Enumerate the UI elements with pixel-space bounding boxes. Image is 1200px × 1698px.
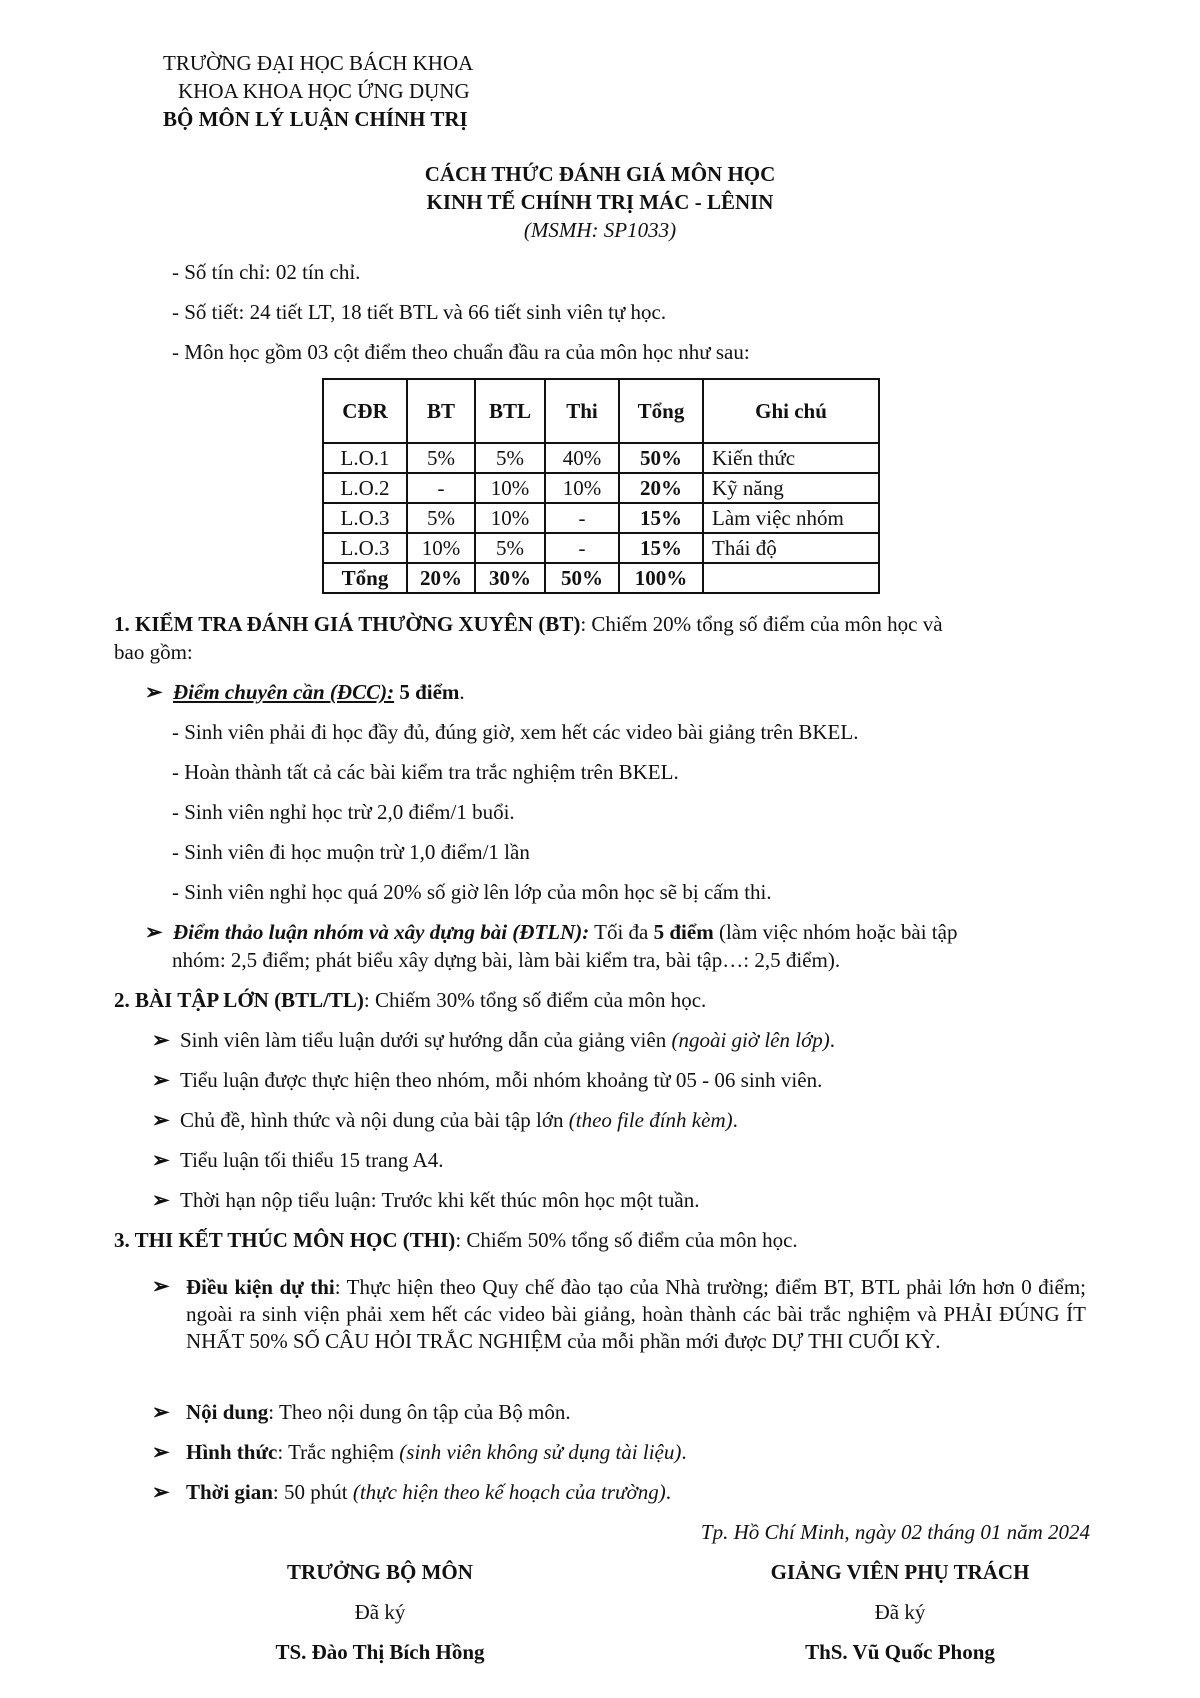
table-cell: Kỹ năng	[703, 473, 879, 503]
dtln-pre: Tối đa	[589, 920, 654, 944]
table-cell: -	[545, 533, 619, 563]
btl-item-note: (theo file đính kèm)	[568, 1108, 733, 1132]
arrow-bullet-icon: ➢	[152, 1068, 170, 1092]
table-cell: 100%	[619, 563, 703, 593]
table-cell: L.O.1	[323, 443, 407, 473]
table-header-row	[323, 379, 879, 443]
section1-heading-cont: bao gồm:	[114, 640, 193, 664]
exam-content	[152, 1400, 571, 1425]
table-row	[323, 503, 879, 533]
time-label: Thời gian	[186, 1480, 273, 1504]
dcc-label: Điểm chuyên cần (ĐCC):	[173, 680, 395, 704]
col-header: CĐR	[323, 379, 407, 443]
table-cell: 15%	[619, 503, 703, 533]
credits-line: - Số tín chỉ: 02 tín chỉ.	[172, 260, 361, 284]
table-cell: Kiến thức	[703, 443, 879, 473]
left-signer-name: TS. Đào Thị Bích Hồng	[275, 1640, 485, 1664]
grade-table	[322, 378, 880, 594]
table-cell: L.O.2	[323, 473, 407, 503]
section3-heading-rest: : Chiếm 50% tổng số điểm của môn học.	[455, 1228, 798, 1252]
left-signed-note: Đã ký	[354, 1600, 406, 1624]
section2-heading: 2. BÀI TẬP LỚN (BTL/TL)	[114, 988, 364, 1012]
grade-columns-line: - Môn học gồm 03 cột điểm theo chuẩn đầu ra của môn học như sau:	[172, 340, 750, 364]
btl-item-text: Tiểu luận được thực hiện theo nhóm, mỗi nhóm khoảng từ 05 - 06 sinh viên.	[180, 1068, 823, 1092]
faculty-name: KHOA KHOA HỌC ỨNG DỤNG	[178, 79, 470, 103]
content-label: Nội dung	[186, 1400, 269, 1424]
table-cell: -	[407, 473, 475, 503]
department-name: BỘ MÔN LÝ LUẬN CHÍNH TRỊ	[163, 107, 468, 131]
btl-item-text: Chủ đề, hình thức và nội dung của bài tập lớn	[180, 1108, 569, 1132]
table-cell: 20%	[619, 473, 703, 503]
arrow-bullet-icon: ➢	[152, 1028, 170, 1052]
time-text: : 50 phút	[272, 1480, 353, 1504]
col-header: BTL	[475, 379, 545, 443]
arrow-bullet-icon: ➢	[145, 920, 163, 944]
btl-item-text: Tiểu luận tối thiểu 15 trang A4.	[180, 1148, 444, 1172]
arrow-bullet-icon: ➢	[152, 1400, 170, 1424]
exam-form: ➢ Hình thức: Trắc nghiệm (sinh viên không sử dụng tài liệu).	[152, 1440, 687, 1464]
arrow-bullet-icon: ➢	[152, 1440, 170, 1464]
table-cell: 15%	[619, 533, 703, 563]
table-row	[323, 443, 879, 473]
table-cell: 5%	[407, 503, 475, 533]
table-cell: 5%	[407, 443, 475, 473]
section3-heading: 3. THI KẾT THÚC MÔN HỌC (THI)	[114, 1228, 456, 1252]
periods-line: - Số tiết: 24 tiết LT, 18 tiết BTL và 66 tiết sinh viên tự học.	[172, 300, 667, 324]
table-cell: 10%	[407, 533, 475, 563]
doc-title-line2: KINH TẾ CHÍNH TRỊ MÁC - LÊNIN	[426, 190, 774, 214]
btl-item: ➢ Sinh viên làm tiểu luận dưới sự hướng dẫn của giảng viên (ngoài giờ lên lớp).	[152, 1028, 836, 1052]
time-note: (thực hiện theo kế hoạch của trường)	[352, 1480, 666, 1504]
table-cell: 10%	[475, 473, 545, 503]
right-signer-name: ThS. Vũ Quốc Phong	[805, 1640, 995, 1664]
arrow-bullet-icon: ➢	[152, 1480, 170, 1504]
table-cell: L.O.3	[323, 533, 407, 563]
section1-heading: 1. KIỂM TRA ĐÁNH GIÁ THƯỜNG XUYÊN (BT)	[114, 612, 581, 636]
table-cell: Làm việc nhóm	[703, 503, 879, 533]
table-cell: 5%	[475, 443, 545, 473]
right-signer-title: GIẢNG VIÊN PHỤ TRÁCH	[770, 1560, 1030, 1584]
dcc-item: - Hoàn thành tất cả các bài kiểm tra trắc nghiệm trên BKEL.	[172, 760, 679, 784]
col-header: Tổng	[619, 379, 703, 443]
section3-heading-line	[114, 1228, 798, 1253]
table-cell: L.O.3	[323, 503, 407, 533]
section2-heading-rest: : Chiếm 30% tổng số điểm của môn học.	[363, 988, 707, 1012]
table-total-row	[323, 563, 879, 593]
dcc-item: - Sinh viên đi học muộn trừ 1,0 điểm/1 lần	[172, 840, 530, 864]
form-label: Hình thức	[186, 1440, 278, 1464]
arrow-bullet-icon: ➢	[152, 1108, 170, 1132]
dcc-item: - Sinh viên nghỉ học trừ 2,0 điểm/1 buổi.	[172, 800, 515, 824]
content-text: : Theo nội dung ôn tập của Bộ môn.	[268, 1400, 571, 1424]
table-row	[323, 473, 879, 503]
dtln-value: 5 điểm	[653, 920, 714, 944]
cond-label: Điều kiện dự thi	[186, 1275, 335, 1299]
col-header: Thi	[545, 379, 619, 443]
dtln-rest: (làm việc nhóm hoặc bài tập	[713, 920, 958, 944]
col-header: BT	[407, 379, 475, 443]
dcc-item: - Sinh viên phải đi học đầy đủ, đúng giờ, xem hết các video bài giảng trên BKEL.	[172, 720, 859, 744]
section2-heading-line	[114, 988, 706, 1013]
dcc-value: 5 điểm	[399, 680, 460, 704]
btl-item	[152, 1068, 822, 1093]
right-signed-note: Đã ký	[874, 1600, 926, 1624]
form-text: : Trắc nghiệm	[277, 1440, 400, 1464]
arrow-bullet-icon: ➢	[145, 680, 163, 704]
course-code: (MSMH: SP1033)	[523, 218, 677, 242]
table-cell: -	[545, 503, 619, 533]
section1-heading-line	[114, 612, 943, 637]
dtln-cont: nhóm: 2,5 điểm; phát biểu xây dựng bài, làm bài kiểm tra, bài tập…: 2,5 điểm).	[172, 948, 841, 972]
dcc-bullet: ➢ Điểm chuyên cần (ĐCC): 5 điểm.	[145, 680, 465, 704]
table-cell: 5%	[475, 533, 545, 563]
btl-item-note: (ngoài giờ lên lớp)	[671, 1028, 830, 1052]
table-row	[323, 533, 879, 563]
dcc-item: - Sinh viên nghỉ học quá 20% số giờ lên lớp của môn học sẽ bị cấm thi.	[172, 880, 772, 904]
table-cell: 10%	[475, 503, 545, 533]
dtln-bullet	[145, 920, 957, 945]
table-cell: Tổng	[323, 563, 407, 593]
dtln-label: Điểm thảo luận nhóm và xây dựng bài (ĐTLN):	[173, 920, 590, 944]
table-cell: 50%	[545, 563, 619, 593]
cond-text: : Thực hiện theo Quy chế đào tạo của Nhà trường; điểm BT, BTL phải lớn hơn 0 điểm; ngoài ra sinh viện phải xem hết các video bài giảng, hoàn thành các bài trắc nghiệm và PHẢI ĐÚNG ÍT NHẤT 50% SỐ CÂU HỎI TRẮC NGHIỆM của mỗi phần mới được DỰ THI CUỐI KỲ.	[186, 1275, 1086, 1353]
left-signer-title: TRƯỞNG BỘ MÔN	[287, 1560, 473, 1584]
university-name: TRƯỜNG ĐẠI HỌC BÁCH KHOA	[163, 51, 474, 75]
doc-title-line1: CÁCH THỨC ĐÁNH GIÁ MÔN HỌC	[424, 162, 776, 186]
btl-item	[152, 1148, 443, 1173]
btl-item: ➢ Chủ đề, hình thức và nội dung của bài tập lớn (theo file đính kèm).	[152, 1108, 738, 1132]
btl-item	[152, 1188, 699, 1213]
table-cell: 20%	[407, 563, 475, 593]
table-cell: Thái độ	[703, 533, 879, 563]
arrow-bullet-icon: ➢	[152, 1148, 170, 1172]
btl-item-text: Sinh viên làm tiểu luận dưới sự hướng dẫn của giảng viên	[180, 1028, 672, 1052]
table-cell: 10%	[545, 473, 619, 503]
table-cell: 40%	[545, 443, 619, 473]
form-note: (sinh viên không sử dụng tài liệu)	[399, 1440, 682, 1464]
arrow-bullet-icon: ➢	[152, 1188, 170, 1212]
exam-time: ➢ Thời gian: 50 phút (thực hiện theo kế hoạch của trường).	[152, 1480, 671, 1504]
table-cell: 50%	[619, 443, 703, 473]
section1-heading-rest: : Chiếm 20% tổng số điểm của môn học và	[580, 612, 943, 636]
arrow-bullet-icon: ➢	[152, 1274, 170, 1298]
exam-condition	[186, 1274, 1086, 1355]
col-header: Ghi chú	[703, 379, 879, 443]
sign-date: Tp. Hồ Chí Minh, ngày 02 tháng 01 năm 2024	[700, 1520, 1090, 1544]
table-cell: 30%	[475, 563, 545, 593]
table-cell	[703, 563, 879, 593]
btl-item-text: Thời hạn nộp tiểu luận: Trước khi kết thúc môn học một tuần.	[180, 1188, 700, 1212]
